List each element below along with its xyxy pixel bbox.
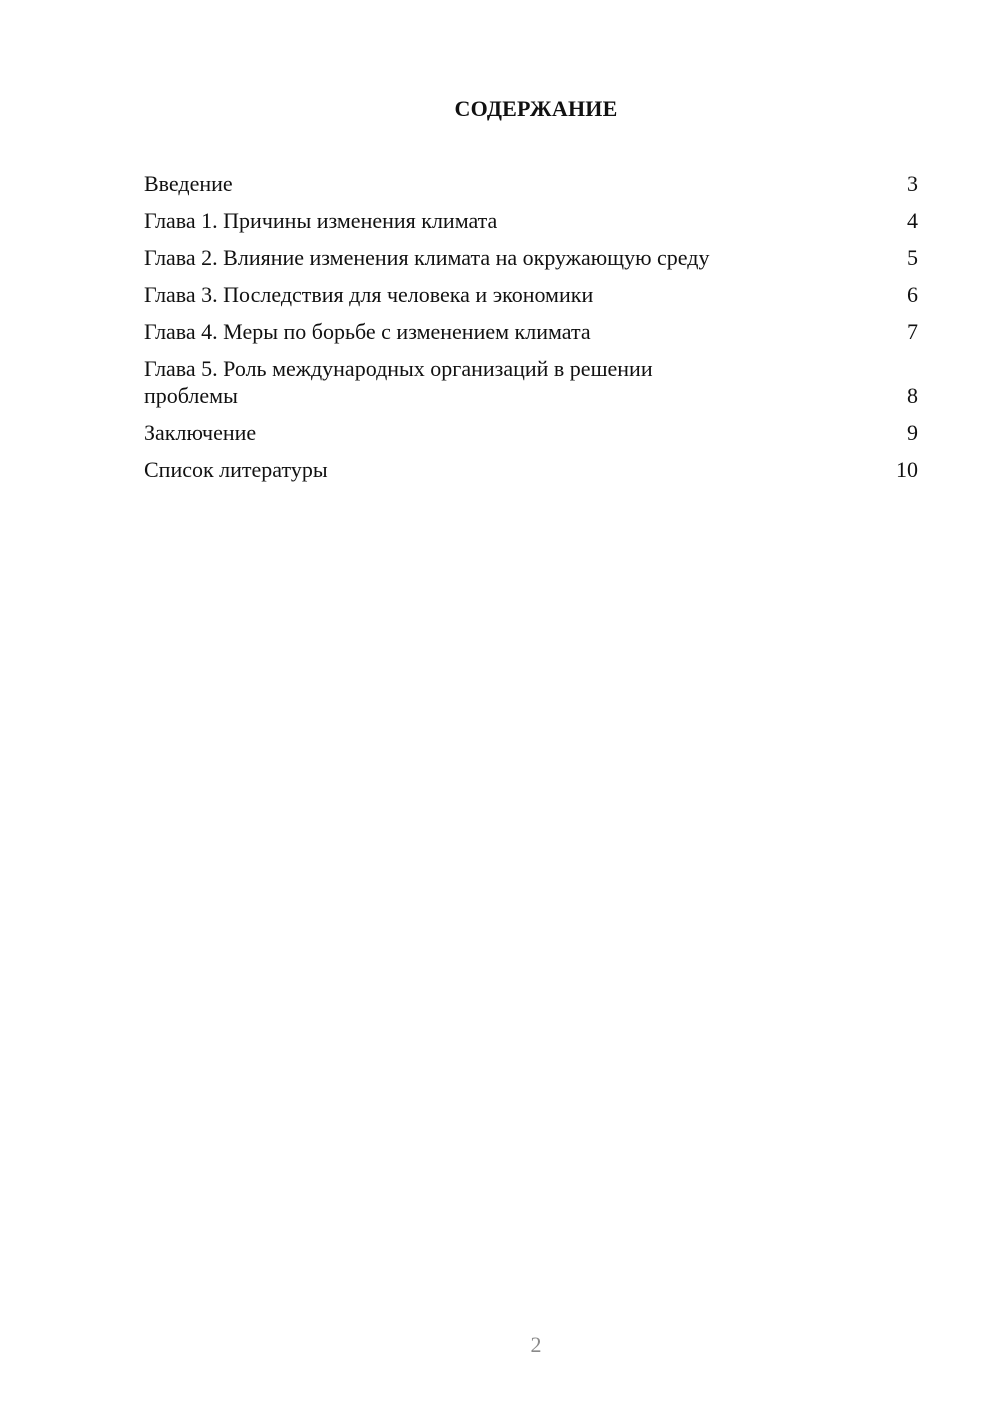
toc-entry-page: 3 xyxy=(907,171,918,196)
page-number: 2 xyxy=(530,1332,542,1357)
toc-entry-chapter-1 xyxy=(144,207,918,244)
toc-entry-text: Глава 2. Влияние изменения климата на окружающую среду xyxy=(144,245,710,270)
toc-entry-page: 4 xyxy=(907,208,918,233)
table-of-contents xyxy=(144,170,918,493)
toc-entry-text: Глава 5. Роль международных организаций в решении проблемы xyxy=(144,356,653,408)
toc-entry-page: 7 xyxy=(907,319,918,344)
toc-entry-chapter-4 xyxy=(144,318,918,355)
toc-entry-text: Глава 4. Меры по борьбе с изменением климата xyxy=(144,319,591,344)
toc-entry-conclusion xyxy=(144,419,918,456)
toc-entry-text: Заключение xyxy=(144,420,257,445)
toc-entry-page: 9 xyxy=(907,420,918,445)
toc-entry-page: 8 xyxy=(907,383,918,408)
toc-entry-text: Список литературы xyxy=(144,457,328,482)
toc-entry-text: Глава 3. Последствия для человека и экономики xyxy=(144,282,594,307)
page-title: СОДЕРЖАНИЕ xyxy=(454,96,618,121)
toc-entry-text: Глава 1. Причины изменения климата xyxy=(144,208,498,233)
toc-entry-page: 6 xyxy=(907,282,918,307)
toc-entry-page: 10 xyxy=(896,457,918,482)
toc-entry-chapter-3 xyxy=(144,281,918,318)
toc-entry-chapter-2 xyxy=(144,244,918,281)
toc-entry-introduction xyxy=(144,170,918,207)
toc-entry-chapter-5 xyxy=(144,355,918,419)
toc-entry-references xyxy=(144,456,918,493)
toc-entry-text: Введение xyxy=(144,171,233,196)
toc-entry-page: 5 xyxy=(907,245,918,270)
